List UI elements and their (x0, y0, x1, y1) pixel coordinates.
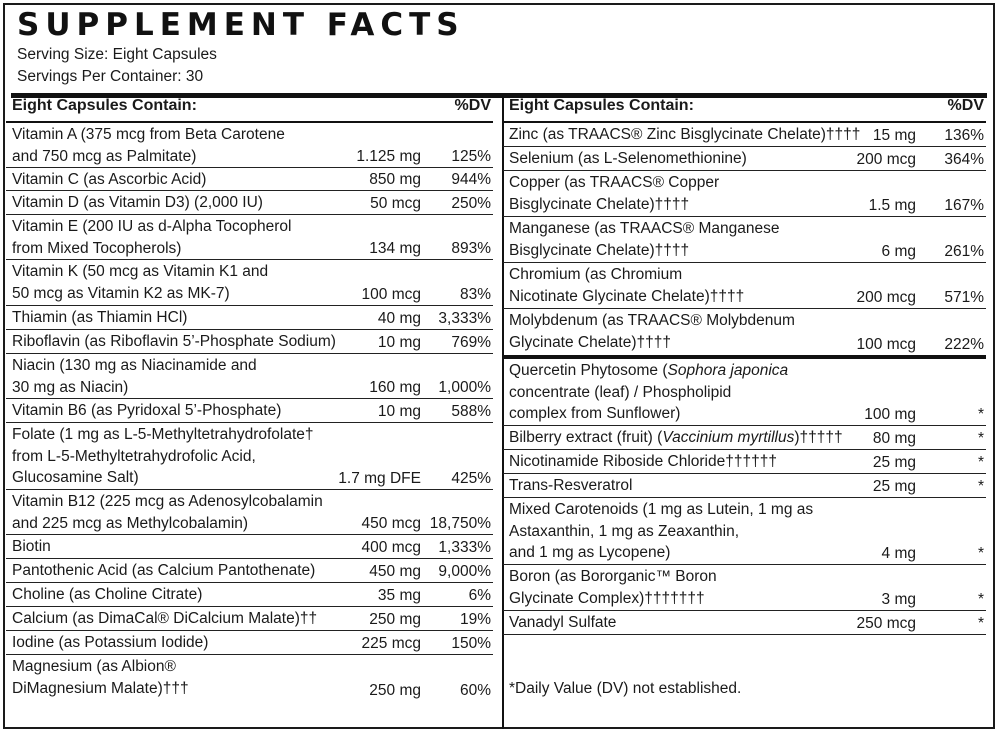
nutrient-row (6, 399, 493, 423)
nutrient-amount: 25 mg (872, 477, 916, 495)
nutrient-name: Copper (as TRAACS® Copper Bisglycinate Chelate)†††† (509, 174, 720, 213)
nutrient-row (503, 309, 986, 355)
nutrient-row (6, 559, 493, 583)
nutrient-dv: 83% (459, 285, 491, 303)
nutrient-dv: 1,000% (438, 378, 491, 396)
nutrient-name: Biotin (12, 538, 51, 555)
nutrient-row (6, 191, 493, 215)
nutrient-amount: 3 mg (881, 590, 916, 608)
nutrient-row (6, 423, 493, 490)
nutrient-dv: 19% (459, 610, 491, 628)
nutrient-name: Thiamin (as Thiamin HCl) (12, 309, 188, 326)
nutrient-dv: * (977, 453, 984, 471)
nutrient-dv: 9,000% (438, 562, 491, 580)
left-column (6, 93, 493, 701)
nutrient-row (6, 655, 493, 701)
nutrient-amount: 250 mcg (856, 614, 916, 632)
nutrient-amount: 15 mg (872, 126, 916, 144)
nutrient-name-text: Boron (as Bororganic™ Boron Glycinate Complex)††††††† (509, 568, 717, 607)
nutrient-row (6, 607, 493, 631)
nutrient-name: Vitamin A (375 mcg from Beta Carotene and 750 mcg as Palmitate) (12, 126, 285, 165)
left-rows (6, 123, 493, 701)
nutrient-name: Vitamin B6 (as Pyridoxal 5’-Phosphate) (12, 402, 282, 419)
nutrient-name: Vitamin B12 (225 mcg as Adenosylcobalamin and 225 mcg as Methylcobalamin) (12, 493, 323, 532)
nutrient-dv: 1,333% (438, 538, 491, 556)
nutrient-name (509, 427, 843, 449)
footnote: *Daily Value (DV) not established. (509, 680, 742, 697)
nutrient-dv: 3,333% (438, 309, 491, 327)
nutrient-row (503, 171, 986, 217)
nutrient-dv: * (977, 429, 984, 447)
nutrient-name (509, 566, 717, 609)
nutrient-row (6, 490, 493, 535)
nutrient-name (509, 612, 616, 634)
nutrient-name: Folate (1 mg as L-5-Methyltetrahydrofolate† from L-5-Methyltetrahydrofolic Acid, Glucosamine Salt) (12, 426, 314, 486)
nutrient-row (503, 147, 986, 171)
nutrient-row (503, 263, 986, 309)
nutrient-amount: 50 mcg (370, 194, 421, 212)
nutrient-row (503, 498, 986, 565)
nutrient-row (503, 217, 986, 263)
nutrient-dv: * (977, 544, 984, 562)
nutrient-amount: 100 mcg (856, 335, 916, 353)
nutrient-amount: 250 mg (369, 681, 421, 699)
nutrient-name-text: Mixed Carotenoids (1 mg as Lutein, 1 mg as Astaxanthin, 1 mg as Zeaxanthin, and 1 mg as Lycopene) (509, 501, 814, 561)
nutrient-dv: 250% (451, 194, 491, 212)
nutrient-amount: 40 mg (377, 309, 421, 327)
nutrient-amount: 35 mg (377, 586, 421, 604)
nutrient-dv: * (977, 405, 984, 423)
nutrient-row (6, 123, 493, 168)
nutrient-name: Manganese (as TRAACS® Manganese Bisglycinate Chelate)†††† (509, 220, 780, 259)
nutrient-name: Zinc (as TRAACS® Zinc Bisglycinate Chelate)†††† (509, 126, 861, 143)
nutrient-row (6, 168, 493, 191)
nutrient-amount: 100 mg (864, 405, 916, 423)
nutrient-row (6, 260, 493, 306)
right-column (503, 93, 986, 635)
nutrient-name: Vitamin C (as Ascorbic Acid) (12, 171, 207, 188)
nutrient-name (509, 451, 777, 473)
nutrient-name-italic: Vaccinium myrtillus (662, 429, 795, 446)
nutrient-name: Pantothenic Acid (as Calcium Pantothenate) (12, 562, 316, 579)
nutrient-dv: * (977, 590, 984, 608)
nutrient-amount: 6 mg (881, 242, 916, 260)
nutrient-row (503, 611, 986, 635)
header-label: Eight Capsules Contain: (12, 97, 197, 114)
nutrient-row (503, 474, 986, 498)
nutrient-amount: 25 mg (872, 453, 916, 471)
nutrient-amount: 450 mg (369, 562, 421, 580)
nutrient-row (503, 426, 986, 450)
servings-per-container: Servings Per Container: 30 (17, 68, 204, 85)
nutrient-name: Molybdenum (as TRAACS® Molybdenum Glycinate Chelate)†††† (509, 312, 795, 351)
nutrient-dv: 769% (451, 333, 491, 351)
nutrient-dv: 944% (451, 170, 491, 188)
nutrient-amount: 1.5 mg (868, 196, 916, 214)
nutrient-name (509, 360, 788, 425)
nutrient-name: Chromium (as Chromium Nicotinate Glycinate Chelate)†††† (509, 266, 745, 305)
nutrient-name-text: Bilberry extract (fruit) ( (509, 429, 663, 446)
nutrient-name-text: Nicotinamide Riboside Chloride†††††† (509, 453, 777, 470)
nutrient-row (503, 123, 986, 147)
nutrient-amount: 1.125 mg (356, 147, 421, 165)
nutrient-row (503, 565, 986, 611)
nutrient-name (509, 475, 632, 497)
nutrient-amount: 1.7 mg DFE (338, 469, 421, 487)
nutrient-amount: 10 mg (377, 333, 421, 351)
nutrient-dv: 6% (468, 586, 491, 604)
nutrient-amount: 160 mg (369, 378, 421, 396)
nutrient-name-text: Vanadyl Sulfate (509, 614, 617, 631)
nutrient-dv: 425% (451, 469, 491, 487)
nutrient-name: Niacin (130 mg as Niacinamide and 30 mg as Niacin) (12, 357, 257, 396)
nutrient-name-text: Quercetin Phytosome ( (509, 362, 668, 379)
nutrient-name: Vitamin E (200 IU as d-Alpha Tocopherol from Mixed Tocopherols) (12, 218, 292, 257)
nutrient-amount: 200 mcg (856, 288, 916, 306)
right-rows-minerals (503, 123, 986, 355)
right-column-header (503, 93, 986, 123)
nutrient-row (6, 535, 493, 559)
left-column-header (6, 93, 493, 123)
header-label: Eight Capsules Contain: (509, 97, 694, 114)
nutrient-dv: 588% (451, 402, 491, 420)
nutrient-amount: 4 mg (881, 544, 916, 562)
nutrient-dv: 136% (944, 126, 984, 144)
nutrient-row (6, 330, 493, 354)
nutrient-amount: 850 mg (369, 170, 421, 188)
nutrient-dv: 18,750% (429, 514, 491, 532)
nutrient-amount: 450 mcg (361, 514, 421, 532)
nutrient-dv: 60% (459, 681, 491, 699)
nutrient-amount: 400 mcg (361, 538, 421, 556)
nutrient-name-italic: Sophora japonica (667, 362, 789, 379)
header-dv: %DV (454, 97, 491, 114)
nutrient-name: Vitamin K (50 mcg as Vitamin K1 and 50 mcg as Vitamin K2 as MK-7) (12, 263, 269, 302)
nutrient-dv: 125% (451, 147, 491, 165)
nutrient-name-text: concentrate (leaf) / Phospholipid complex from Sunflower) (509, 383, 732, 422)
nutrient-dv: 150% (451, 634, 491, 652)
nutrient-name: Riboflavin (as Riboflavin 5’-Phosphate Sodium) (12, 333, 336, 350)
nutrient-amount: 80 mg (872, 429, 916, 447)
nutrient-row (6, 354, 493, 399)
nutrient-amount: 250 mg (369, 610, 421, 628)
nutrient-name: Choline (as Choline Citrate) (12, 586, 203, 603)
nutrient-row (503, 359, 986, 426)
nutrient-amount: 100 mcg (361, 285, 421, 303)
right-rows-other (503, 359, 986, 635)
nutrient-dv: * (977, 614, 984, 632)
nutrient-name-text: )††††† (794, 429, 843, 446)
nutrient-row (6, 215, 493, 260)
nutrient-row (6, 631, 493, 655)
nutrient-amount: 200 mcg (856, 150, 916, 168)
serving-size: Serving Size: Eight Capsules (17, 46, 217, 63)
nutrient-amount: 134 mg (369, 239, 421, 257)
nutrient-amount: 10 mg (377, 402, 421, 420)
header-dv: %DV (947, 97, 984, 114)
panel-title: SUPPLEMENT FACTS (17, 7, 465, 43)
nutrient-name: Vitamin D (as Vitamin D3) (2,000 IU) (12, 194, 263, 211)
nutrient-name-text: Trans-Resveratrol (509, 477, 633, 494)
nutrient-dv: 571% (944, 288, 984, 306)
nutrient-dv: 364% (944, 150, 984, 168)
nutrient-amount: 225 mcg (361, 634, 421, 652)
nutrient-dv: 167% (944, 196, 984, 214)
nutrient-dv: 222% (944, 335, 984, 353)
nutrient-name: Iodine (as Potassium Iodide) (12, 634, 209, 651)
nutrient-name: Selenium (as L-Selenomethionine) (509, 150, 747, 167)
nutrient-row (503, 450, 986, 474)
nutrient-row (6, 306, 493, 330)
nutrient-name: Magnesium (as Albion® DiMagnesium Malate)††† (12, 658, 189, 697)
nutrient-row (6, 583, 493, 607)
nutrient-dv: * (977, 477, 984, 495)
nutrient-name: Calcium (as DimaCal® DiCalcium Malate)†† (12, 610, 318, 627)
nutrient-dv: 893% (451, 239, 491, 257)
nutrient-dv: 261% (944, 242, 984, 260)
nutrient-name (509, 499, 813, 564)
